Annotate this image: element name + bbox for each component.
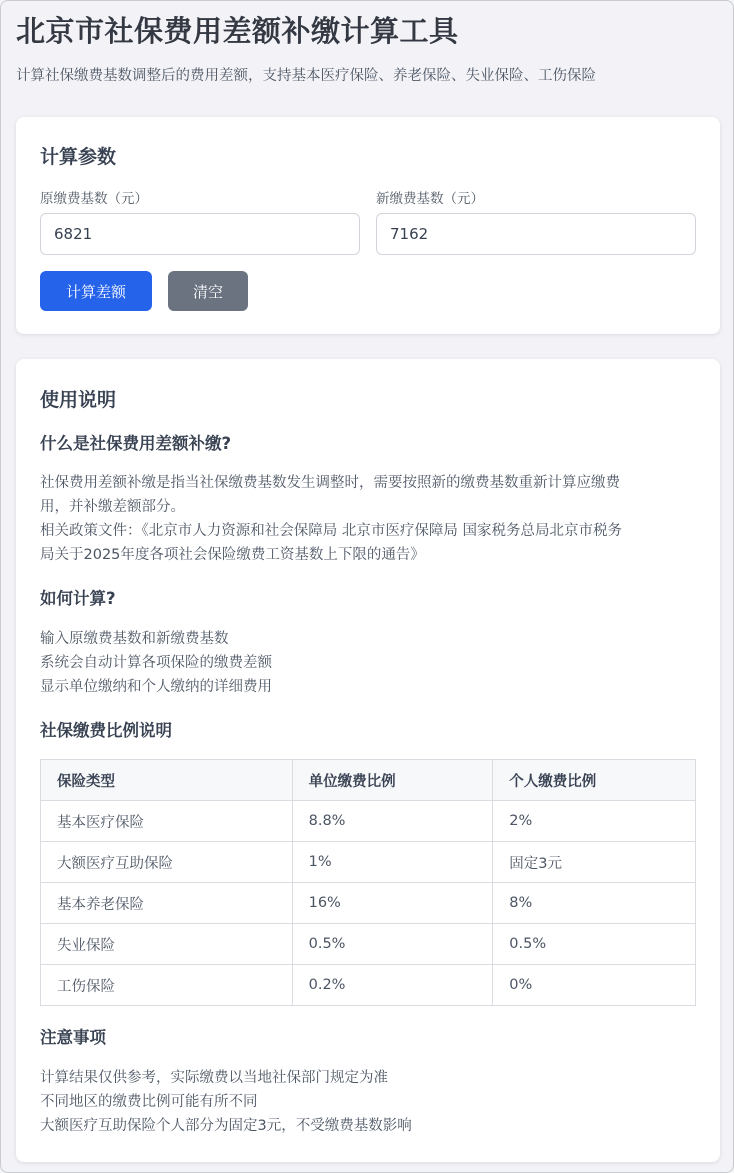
old-base-input[interactable] [40, 213, 360, 255]
note-item: 不同地区的缴费比例可能有所不同 [40, 1094, 258, 1110]
calculate-button[interactable]: 计算差额 [40, 271, 152, 311]
new-base-input[interactable] [376, 213, 696, 255]
table-cell: 固定3元 [493, 842, 696, 883]
what-line: 局关于2025年度各项社会保险缴费工资基数上下限的通告》 [40, 547, 425, 563]
table-cell: 大额医疗互助保险 [41, 842, 293, 883]
table-cell: 2% [493, 801, 696, 842]
note-item: 大额医疗互助保险个人部分为固定3元，不受缴费基数影响 [40, 1118, 412, 1134]
new-base-label: 新缴费基数（元） [376, 191, 484, 207]
how-step: 显示单位缴纳和个人缴纳的详细费用 [40, 679, 272, 695]
help-card [16, 359, 720, 1162]
table-cell: 8.8% [292, 801, 493, 842]
table-cell: 0.2% [292, 965, 493, 1006]
table-cell: 0.5% [493, 924, 696, 965]
what-line: 用，并补缴差额部分。 [40, 499, 185, 515]
what-description [40, 471, 696, 567]
clear-button[interactable]: 清空 [168, 271, 248, 311]
old-base-label: 原缴费基数（元） [40, 191, 148, 207]
table-row [41, 924, 696, 965]
table-cell: 失业保险 [41, 924, 293, 965]
table-row [41, 965, 696, 1006]
table-cell: 基本养老保险 [41, 883, 293, 924]
table-header-row [41, 760, 696, 801]
table-cell: 0.5% [292, 924, 493, 965]
params-title: 计算参数 [40, 146, 117, 168]
table-cell: 基本医疗保险 [41, 801, 293, 842]
how-heading: 如何计算? [40, 589, 116, 608]
how-step: 输入原缴费基数和新缴费基数 [40, 631, 229, 647]
notes-heading: 注意事项 [40, 1028, 106, 1047]
ratio-table [40, 759, 696, 1006]
help-title: 使用说明 [40, 389, 117, 411]
what-line: 社保费用差额补缴是指当社保缴费基数发生调整时，需要按照新的缴费基数重新计算应缴费 [40, 475, 620, 491]
page-subtitle: 计算社保缴费基数调整后的费用差额，支持基本医疗保险、养老保险、失业保险、工伤保险 [16, 68, 596, 84]
how-step: 系统会自动计算各项保险的缴费差额 [40, 655, 272, 671]
column-header: 保险类型 [41, 760, 293, 801]
ratio-heading: 社保缴费比例说明 [40, 721, 172, 740]
what-line: 相关政策文件：《北京市人力资源和社会保障局 北京市医疗保障局 国家税务总局北京市税务 [40, 523, 622, 539]
table-cell: 1% [292, 842, 493, 883]
table-cell: 8% [493, 883, 696, 924]
column-header: 个人缴费比例 [493, 760, 696, 801]
notes-list [40, 1066, 696, 1138]
column-header: 单位缴费比例 [292, 760, 493, 801]
table-cell: 工伤保险 [41, 965, 293, 1006]
table-row [41, 842, 696, 883]
table-row [41, 883, 696, 924]
table-cell: 16% [292, 883, 493, 924]
page-title: 北京市社保费用差额补缴计算工具 [16, 14, 459, 48]
how-steps [40, 627, 696, 699]
table-row [41, 801, 696, 842]
table-cell: 0% [493, 965, 696, 1006]
params-card [16, 117, 720, 334]
note-item: 计算结果仅供参考，实际缴费以当地社保部门规定为准 [40, 1070, 388, 1086]
what-heading: 什么是社保费用差额补缴? [40, 434, 232, 453]
